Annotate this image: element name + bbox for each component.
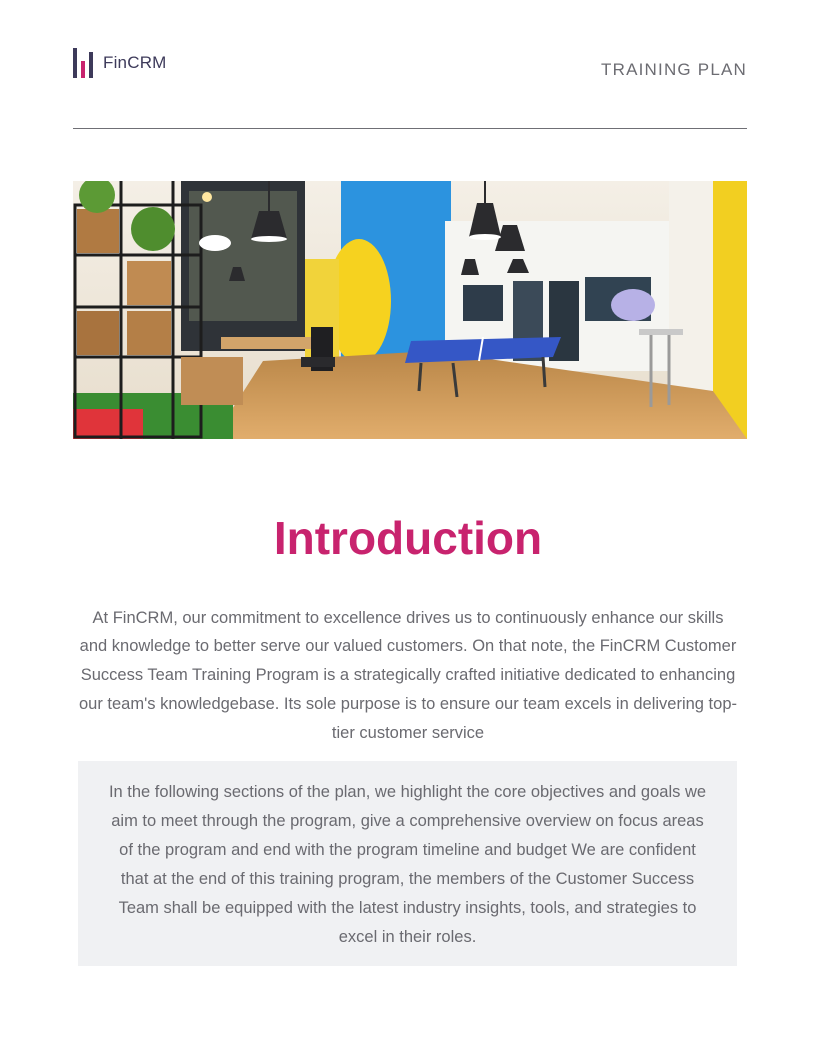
bar-chart-logo-icon [73, 48, 99, 78]
summary-callout [78, 761, 737, 966]
callout-line-2: We are confident that at the end of this training program, the members of the Customer Success Team shall be equipped with the latest industry insights, tools, and strategies to excel in their roles. [118, 841, 697, 946]
document-type-label: TRAINING PLAN [601, 60, 747, 79]
header-divider [73, 128, 747, 129]
page-header [73, 46, 747, 82]
office-photo [73, 181, 747, 439]
callout-line-1: In the following sections of the plan, we highlight the core objectives and goals we aim to meet through the program, give a comprehensive overview on focus areas of the program and end with the program timeline and budget [108, 783, 707, 859]
callout-text [108, 778, 707, 952]
brand-logo[interactable] [73, 48, 167, 78]
brand-name: FinCRM [103, 53, 167, 72]
intro-paragraph: At FinCRM, our commitment to excellence drives us to continuously enhance our skills and knowledge to better serve our valued customers. On that note, the FinCRM Customer Success Team Training Program is a strategically crafted initiative dedicated to enhancing our team's knowledgebase. Its sole purpose is to ensure our team excels in delivering top-tier customer service [78, 608, 737, 742]
section-title: Introduction [273, 511, 543, 564]
